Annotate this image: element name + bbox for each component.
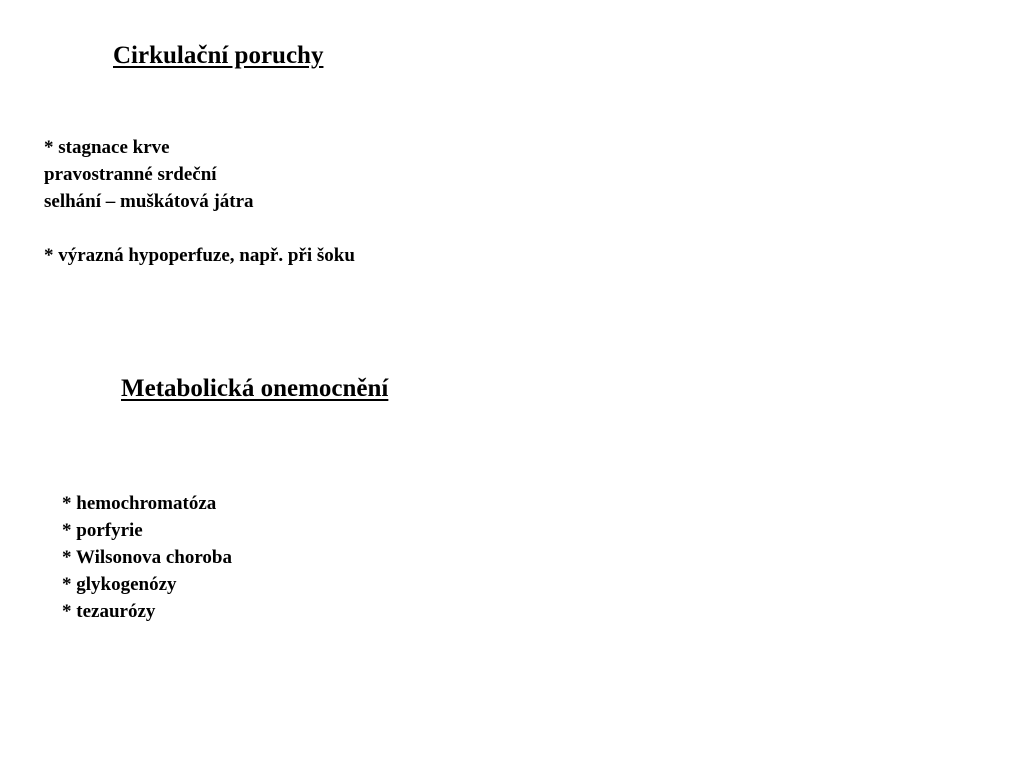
list-item: * stagnace krve <box>44 137 170 158</box>
list-item: pravostranné srdeční <box>44 164 217 185</box>
list-item: selhání – muškátová játra <box>44 191 254 212</box>
list-item: * porfyrie <box>62 520 143 541</box>
list-item: * Wilsonova choroba <box>62 547 232 568</box>
list-item: * hemochromatóza <box>62 493 217 514</box>
blank-line <box>44 215 355 242</box>
section-title-metabolic: Metabolická onemocnění <box>121 375 389 402</box>
metabolic-diseases-list <box>62 490 232 625</box>
section-title-circulatory: Cirkulační poruchy <box>113 42 324 69</box>
circulatory-disorders-list <box>44 134 355 269</box>
list-item: * glykogenózy <box>62 574 177 595</box>
list-item: * tezaurózy <box>62 601 156 622</box>
list-item: * výrazná hypoperfuze, např. při šoku <box>44 245 355 266</box>
